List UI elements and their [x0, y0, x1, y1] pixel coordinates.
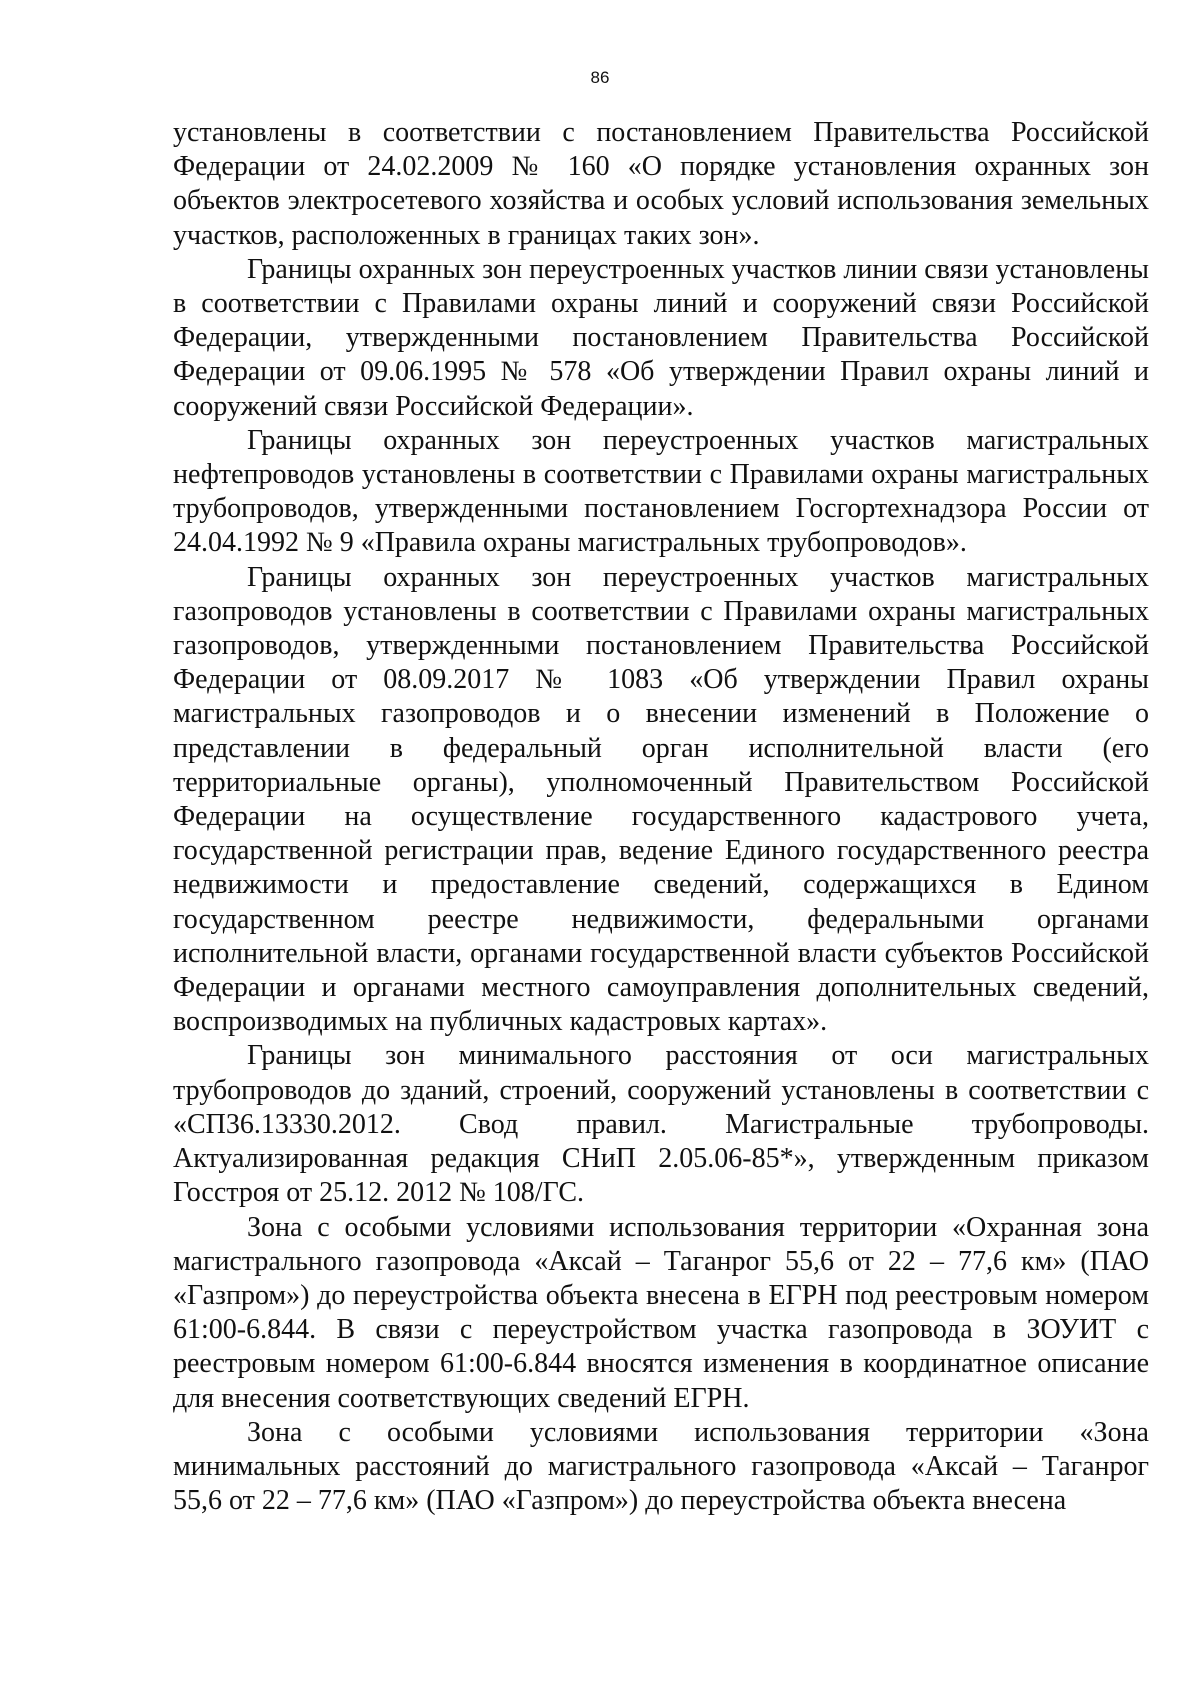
paragraph-communication-lines: Границы охранных зон переустроенных участков линии связи установлены в соответствии с Правилами охраны линий и сооружений связи Российской Федерации, утвержденными постановлением Правительства Российской Федерации от 09.06.1995 № 578 «Об утверждении Правил охраны линий и сооружений связи Российской Федерации».	[173, 253, 1149, 422]
paragraph-protection-zone-egrn: Зона с особыми условиями использования территории «Охранная зона магистрального газопровода «Аксай – Таганрог 55,6 от 22 – 77,6 км» (ПАО «Газпром») до переустройства объекта внесена в ЕГРН под реестровым номером 61:00-6.844. В связи с переустройством участка газопровода в ЗОУИТ с реестровым номером 61:00-6.844 вносятся изменения в координатное описание для внесения соответствующих сведений ЕГРН.	[173, 1211, 1149, 1414]
paragraph-oil-pipelines: Границы охранных зон переустроенных участков магистральных нефтепроводов установлены в соответствии с Правилами охраны магистральных трубопроводов, утвержденными постановлением Госгортехнадзора России от 24.04.1992 № 9 «Правила охраны магистральных трубопроводов».	[173, 424, 1149, 559]
document-body	[173, 116, 1149, 1518]
paragraph-minimum-distance-zone-egrn: Зона с особыми условиями использования территории «Зона минимальных расстояний до магистрального газопровода «Аксай – Таганрог 55,6 от 22 – 77,6 км» (ПАО «Газпром») до переустройства объекта внесена	[173, 1416, 1149, 1517]
paragraph-gas-pipelines: Границы охранных зон переустроенных участков магистральных газопроводов установлены в соответствии с Правилами охраны магистральных газопроводов, утвержденными постановлением Правительства Российской Федерации от 08.09.2017 № 1083 «Об утверждении Правил охраны магистральных газопроводов и о внесении изменений в Положение о представлении в федеральный орган исполнительной власти (его территориальные органы), уполномоченный Правительством Российской Федерации на осуществление государственного кадастрового учета, государственной регистрации прав, ведение Единого государственного реестра недвижимости и предоставление сведений, содержащихся в Едином государственном реестре недвижимости, федеральными органами исполнительной власти, органами государственной власти субъектов Российской Федерации и органами местного самоуправления дополнительных сведений, воспроизводимых на публичных кадастровых картах».	[173, 561, 1149, 1038]
paragraph-continued: установлены в соответствии с постановлением Правительства Российской Федерации от 24.02.2009 № 160 «О порядке установления охранных зон объектов электросетевого хозяйства и особых условий использования земельных участков, расположенных в границах таких зон».	[173, 117, 1149, 251]
paragraph-minimum-distance-zones: Границы зон минимального расстояния от оси магистральных трубопроводов до зданий, строений, сооружений установлены в соответствии с «СП36.13330.2012. Свод правил. Магистральные трубопроводы. Актуализированная редакция СНиП 2.05.06-85*», утвержденным приказом Госстроя от 25.12. 2012 № 108/ГС.	[173, 1040, 1149, 1209]
page-number: 86	[590, 68, 610, 87]
